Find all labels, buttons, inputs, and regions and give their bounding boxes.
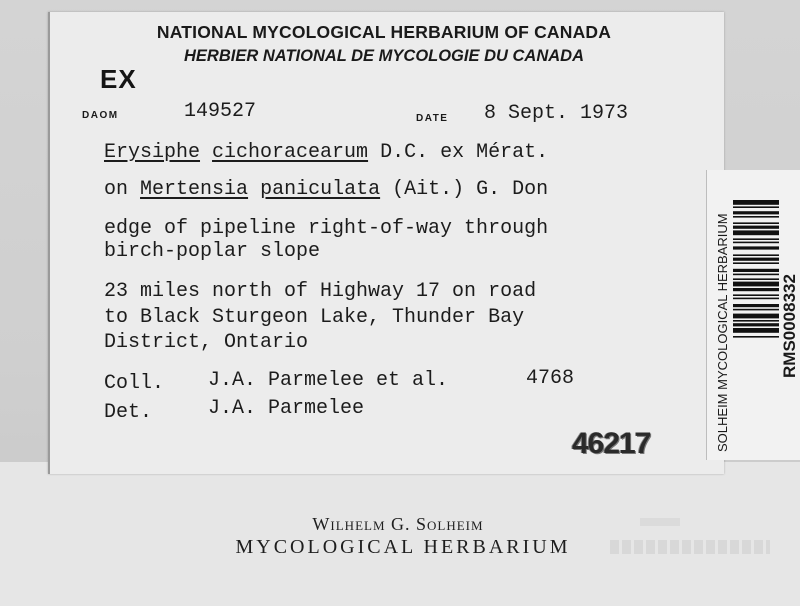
barcode-bar bbox=[733, 309, 779, 311]
institution-title-fr: HERBIER NATIONAL DE MYCOLOGIE DU CANADA bbox=[184, 47, 584, 65]
barcode-bar bbox=[733, 274, 779, 276]
accession-stamp: 46217 bbox=[572, 427, 651, 460]
barcode-bar bbox=[733, 242, 779, 244]
barcode-institution: SOLHEIM MYCOLOGICAL HERBARIUM bbox=[715, 213, 730, 452]
collector-label: Coll. bbox=[104, 372, 165, 395]
determiner-name: J.A. Parmelee bbox=[208, 397, 365, 420]
barcode-bar bbox=[733, 294, 779, 296]
barcode-bar bbox=[733, 336, 779, 338]
barcode-bar bbox=[733, 200, 779, 205]
footer-herbarium: MYCOLOGICAL HERBARIUM bbox=[235, 536, 571, 558]
barcode-bar bbox=[733, 282, 779, 287]
barcode-bar bbox=[733, 216, 779, 218]
institution-title-en: NATIONAL MYCOLOGICAL HERBARIUM OF CANADA bbox=[156, 22, 612, 42]
taxon-genus: Erysiphe bbox=[104, 141, 201, 164]
taxon-line bbox=[104, 141, 548, 165]
barcode-bar bbox=[733, 320, 779, 322]
host-genus: Mertensia bbox=[140, 178, 249, 201]
barcode-label bbox=[706, 170, 800, 460]
barcode-bar bbox=[733, 211, 779, 214]
daom-label: DAOM bbox=[82, 110, 119, 121]
barcode-bar bbox=[733, 278, 779, 280]
host-authority: (Ait.) G. Don bbox=[392, 178, 549, 201]
taxon-authority: D.C. ex Mérat. bbox=[380, 141, 549, 164]
barcode-bar bbox=[733, 246, 779, 249]
habitat-line-1: edge of pipeline right-of-way through bbox=[104, 217, 549, 240]
barcode-icon bbox=[733, 200, 779, 460]
barcode-bar bbox=[733, 328, 779, 333]
collection-date: 8 Sept. 1973 bbox=[484, 102, 629, 125]
specimen-label bbox=[48, 12, 724, 474]
barcode-bar bbox=[733, 323, 779, 326]
collector-number: 4768 bbox=[526, 367, 575, 390]
barcode-bar bbox=[733, 206, 779, 208]
barcode-bar bbox=[733, 258, 779, 261]
barcode-bar bbox=[733, 269, 779, 272]
barcode-bar bbox=[733, 304, 779, 307]
footer-name: Wilhelm G. Solheim bbox=[312, 514, 484, 534]
barcode-bar bbox=[733, 226, 779, 229]
host-line bbox=[104, 178, 548, 202]
locality-line-3: District, Ontario bbox=[104, 331, 309, 354]
ex-stamp: EX bbox=[100, 64, 137, 94]
barcode-bar bbox=[733, 262, 779, 264]
barcode-bar bbox=[733, 238, 779, 240]
locality-line-1: 23 miles north of Highway 17 on road bbox=[104, 280, 537, 303]
barcode-bar bbox=[733, 230, 779, 235]
barcode-bar bbox=[733, 288, 779, 291]
date-label: DATE bbox=[416, 113, 449, 124]
taxon-species: cichoracearum bbox=[212, 141, 369, 164]
barcode-bar bbox=[733, 314, 779, 319]
collector-name: J.A. Parmelee et al. bbox=[208, 369, 449, 392]
locality-line-2: to Black Sturgeon Lake, Thunder Bay bbox=[104, 306, 525, 329]
faint-background-mark bbox=[640, 518, 680, 526]
faint-background-text bbox=[610, 540, 770, 554]
barcode-bar bbox=[733, 222, 779, 224]
barcode-bar bbox=[733, 254, 779, 256]
determiner-label: Det. bbox=[104, 401, 153, 424]
barcode-catalog-number: RMS0008332 bbox=[780, 274, 799, 378]
host-prefix: on bbox=[104, 178, 129, 201]
host-species: paniculata bbox=[260, 178, 381, 201]
daom-number: 149527 bbox=[184, 100, 257, 123]
habitat-line-2: birch-poplar slope bbox=[104, 240, 321, 263]
barcode-bar bbox=[733, 298, 779, 300]
